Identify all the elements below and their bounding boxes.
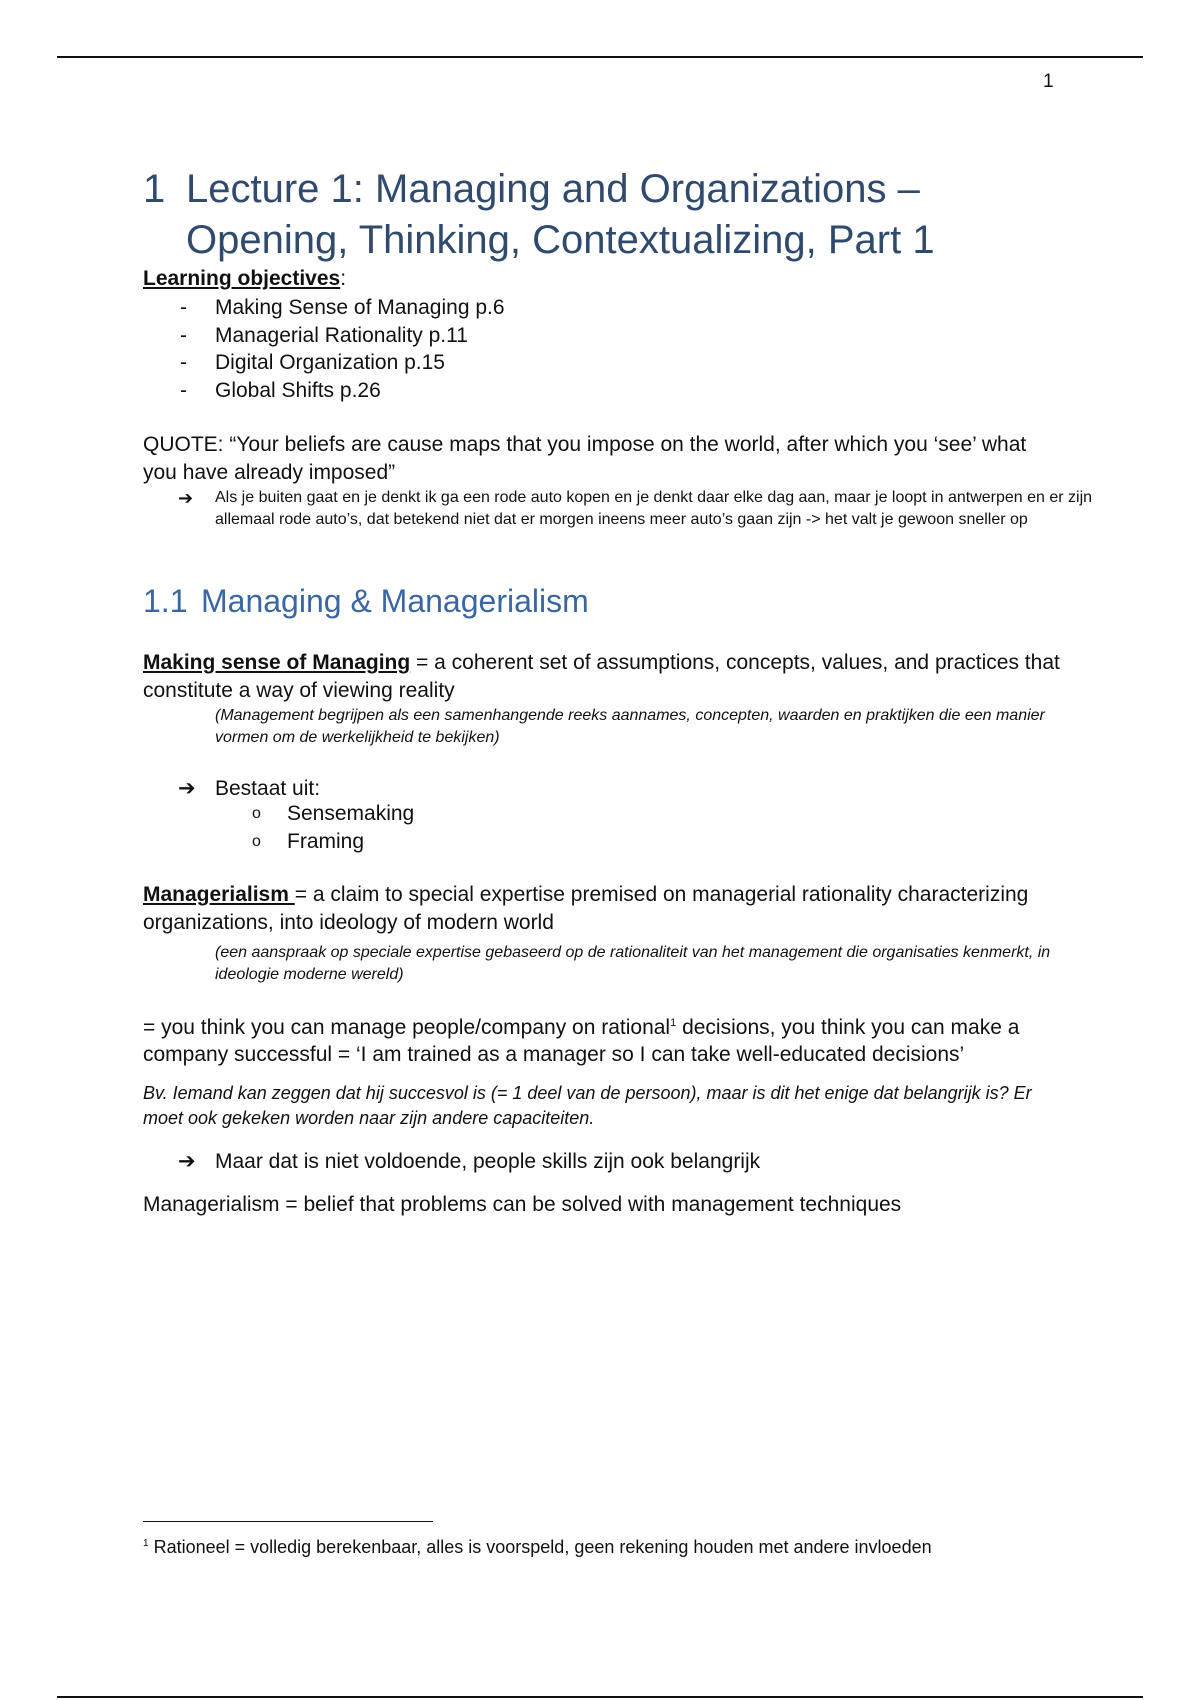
explanation-text-part1: = you think you can manage people/company on rational [143,1016,671,1039]
managerialism-belief: Managerialism = belief that problems can be solved with management techniques [143,1193,902,1216]
learning-objectives-colon: : [340,267,347,290]
section-number: 1.1 [143,583,188,619]
list-item-text: Global Shifts p.26 [215,378,381,402]
explanation-text-part2: decisions, you think you can make a company successful = ‘I am trained as a manager so I can take well-educated decisions’ [143,1016,1020,1066]
arrow-icon: ➔ [178,488,194,508]
consists-of-list [252,800,415,856]
circle-bullet: o [252,805,261,822]
list-item [143,377,505,405]
dash-bullet: - [180,296,187,319]
learning-objectives-list [143,294,505,404]
list-item [252,828,414,856]
quote-explanation [178,487,1095,531]
definition-term: Making sense of Managing [143,651,411,674]
list-item-text: Framing [287,830,365,853]
list-item-text: Digital Organization p.15 [215,351,445,374]
page-number: 1 [1043,71,1054,92]
people-skills-note [178,1148,761,1176]
footer-rule [57,1696,1143,1698]
list-item [143,322,505,350]
arrow-icon: ➔ [178,1150,196,1173]
dash-bullet: - [180,351,187,374]
dash-bullet: - [180,378,187,402]
quote-explanation-text: Als je buiten gaat en je denkt ik ga een rode auto kopen en je denkt daar elke dag aan, maar je loopt in antwerpen en er zijn allemaal rode auto’s, dat betekend niet dat er morgen ineens meer auto’s gaan zijn -> het valt je gewoon sneller op [215,489,1093,528]
footnote-reference[interactable]: 1 [670,1017,677,1029]
consists-of-line [178,775,321,803]
section-heading [143,581,589,621]
list-item-text: Sensemaking [287,802,415,825]
list-item [143,349,505,377]
footnote [143,1533,932,1558]
quote-paragraph: QUOTE: “Your beliefs are cause maps that you impose on the world, after which you ‘see’ what you have already imposed” [143,433,1027,484]
list-item [252,800,415,828]
managerialism-definition [143,881,1063,937]
managerialism-translation: (een aanspraak op speciale expertise gebaseerd op de rationaliteit van het management die organisaties kenmerkt, in ideologie moderne wereld) [215,944,1051,983]
definition-text: = a claim to special expertise premised on managerial rationality characterizing organizations, into ideology of modern world [143,883,1029,934]
section-title: Managing & Managerialism [201,583,589,619]
list-item-text: Making Sense of Managing p.6 [215,296,505,319]
managerialism-explanation [143,1010,1063,1068]
chapter-title: Lecture 1: Managing and Organizations – Opening, Thinking, Contextualizing, Part 1 [186,167,935,262]
making-sense-translation: (Management begrijpen als een samenhangende reeks aannames, concepten, waarden en praktijken die een manier vormen om de werkelijkheid te bekijken) [215,707,1045,746]
example-paragraph: Bv. Iemand kan zeggen dat hij succesvol is (= 1 deel van de persoon), maar is dit het enige dat belangrijk is? Er moet ook gekeken worden naar zijn andere capaciteiten. [143,1083,1032,1128]
consists-of-label: Bestaat uit: [215,777,321,800]
arrow-icon: ➔ [178,777,196,800]
list-item-text: Managerial Rationality p.11 [215,323,468,347]
header-rule [57,56,1143,58]
definition-term: Managerialism [143,883,295,906]
dash-bullet: - [180,323,187,347]
circle-bullet: o [252,833,261,850]
people-skills-text: Maar dat is niet voldoende, people skills zijn ook belangrijk [215,1150,761,1173]
learning-objectives-heading [143,266,346,292]
chapter-heading [143,164,1043,266]
list-item [143,294,505,322]
chapter-number: 1 [143,167,166,211]
definition-text: = a coherent set of assumptions, concepts, values, and practices that constitute a way of viewing reality [143,651,1060,702]
learning-objectives-label: Learning objectives [143,267,341,290]
footnote-marker: 1 [143,1538,149,1549]
making-sense-definition [143,649,1063,705]
footnote-text: Rationeel = volledig berekenbaar, alles is voorspeld, geen rekening houden met andere invloeden [148,1537,932,1557]
footnote-separator [143,1521,433,1522]
